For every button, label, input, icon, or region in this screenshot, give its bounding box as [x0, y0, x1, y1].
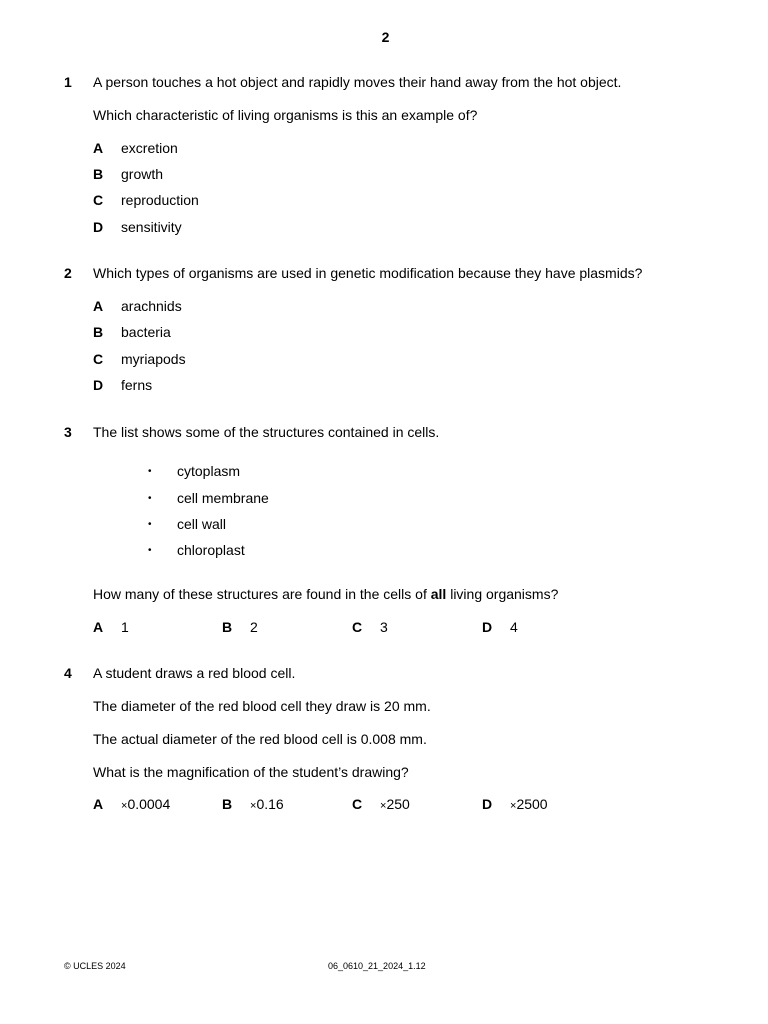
option-text: ferns — [121, 377, 153, 393]
option-letter: C — [352, 619, 363, 635]
option-text: arachnids — [121, 298, 182, 314]
option-text: ×2500 — [510, 796, 548, 812]
option-letter: D — [482, 619, 493, 635]
option-text: sensitivity — [121, 219, 182, 235]
option-letter: B — [222, 619, 233, 635]
question-prompt: How many of these structures are found in the cells of all living organisms? — [93, 586, 559, 602]
page-number: 2 — [381, 29, 390, 45]
option-text: growth — [121, 166, 164, 182]
question-number: 4 — [64, 665, 72, 681]
multiply-icon: × — [380, 800, 387, 812]
bullet-icon: • — [148, 466, 152, 477]
list-item: cell membrane — [177, 490, 269, 506]
question-prompt: What is the magnification of the student’s drawing? — [93, 764, 409, 780]
list-item: cell wall — [177, 516, 227, 532]
question-prompt: Which characteristic of living organisms is this an example of? — [93, 107, 478, 123]
option-text: 2 — [250, 619, 258, 635]
bullet-icon: • — [148, 545, 152, 556]
option-letter: C — [93, 192, 104, 208]
question-text: A student draws a red blood cell. — [93, 665, 296, 681]
list-item: cytoplasm — [177, 463, 241, 479]
option-letter: B — [93, 166, 104, 182]
option-text: excretion — [121, 140, 178, 156]
list-item: chloroplast — [177, 542, 245, 558]
multiply-icon: × — [510, 800, 517, 812]
question-text: The actual diameter of the red blood cell is 0.008 mm. — [93, 731, 427, 747]
option-text: ×0.16 — [250, 796, 284, 812]
question-text: Which types of organisms are used in genetic modification because they have plasmids? — [93, 265, 643, 281]
option-text: 1 — [121, 619, 129, 635]
multiply-icon: × — [121, 800, 128, 812]
question-number: 1 — [64, 74, 72, 90]
option-text: reproduction — [121, 192, 199, 208]
option-text: bacteria — [121, 324, 171, 340]
bullet-icon: • — [148, 493, 152, 504]
multiply-icon: × — [250, 800, 257, 812]
option-letter: D — [482, 796, 493, 812]
option-letter: A — [93, 619, 104, 635]
option-letter: A — [93, 298, 104, 314]
question-text: The diameter of the red blood cell they draw is 20 mm. — [93, 698, 431, 714]
question-number: 3 — [64, 424, 72, 440]
option-letter: D — [93, 219, 104, 235]
option-letter: B — [93, 324, 104, 340]
question-text: A person touches a hot object and rapidly moves their hand away from the hot object. — [93, 74, 622, 90]
footer-copyright: © UCLES 2024 — [64, 961, 126, 971]
option-text: ×250 — [380, 796, 410, 812]
question-number: 2 — [64, 265, 72, 281]
option-letter: C — [352, 796, 363, 812]
footer-document-code: 06_0610_21_2024_1.12 — [328, 961, 426, 971]
option-letter: A — [93, 140, 104, 156]
option-letter: D — [93, 377, 104, 393]
bullet-icon: • — [148, 519, 152, 530]
question-text: The list shows some of the structures contained in cells. — [93, 424, 440, 440]
option-text: ×0.0004 — [121, 796, 171, 812]
option-text: 3 — [380, 619, 388, 635]
option-letter: A — [93, 796, 104, 812]
option-text: myriapods — [121, 351, 186, 367]
option-text: 4 — [510, 619, 518, 635]
option-letter: C — [93, 351, 104, 367]
option-letter: B — [222, 796, 233, 812]
